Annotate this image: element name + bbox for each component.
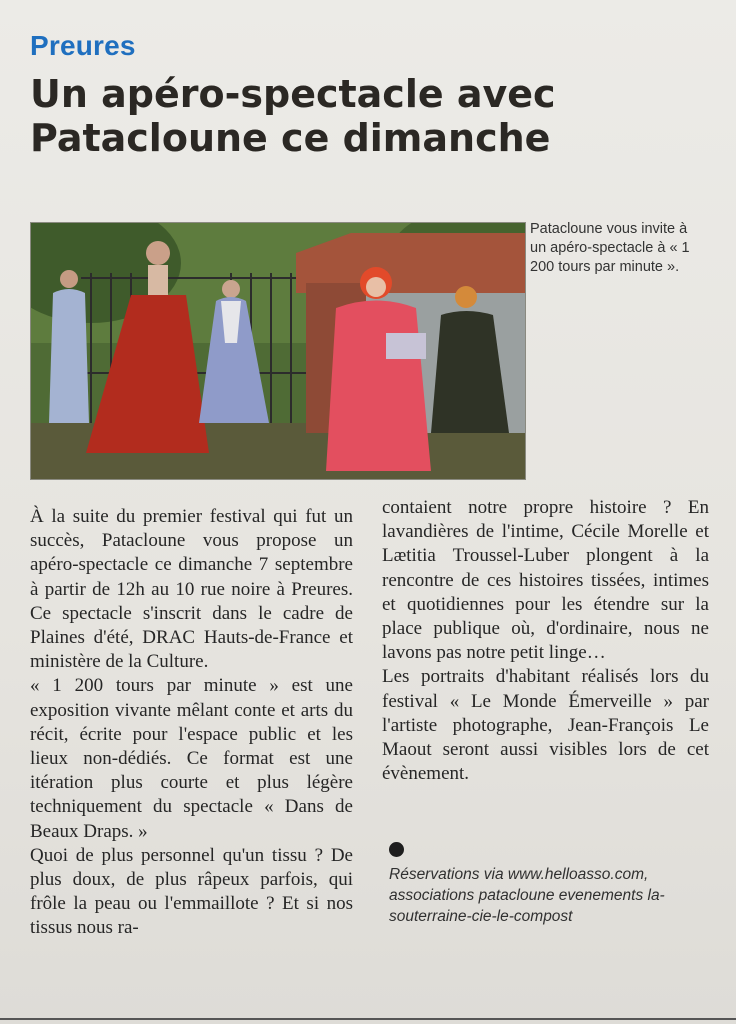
paragraph: Les portraits d'habitant réalisés lors du festival « Le Monde Émerveille » par l'artiste photographe, Jean-François Le Maout seront aussi visibles lors de cet évènement. xyxy=(382,666,709,785)
section-kicker: Preures xyxy=(30,30,136,61)
article-column-left xyxy=(30,505,353,941)
photo-caption: Patacloune vous invite à un apéro-spectacle à « 1 200 tours par minute ». xyxy=(530,221,690,275)
paragraph: contaient notre propre histoire ? En lavandières de l'intime, Cécile Morelle et Lætitia Troussel-Luber plongent à la rencontre de ces histoires tissées, intimes et quotidiennes pour les étendre sur la place publique où, d'ordinaire, nous ne lavons pas notre petit linge… xyxy=(382,497,709,664)
reservation-info: Réservations via www.helloasso.com, associations patacloune evenements la-souterraine-cie-le-compost xyxy=(389,866,665,925)
paragraph: À la suite du premier festival qui fut un succès, Patacloune vous propose un apéro-spectacle ce dimanche 7 septembre à partir de 12h au 10 rue noire à Preures. Ce spectacle s'inscrit dans le cadre de Plaines d'été, DRAC Hauts-de-France et ministère de la Culture. xyxy=(30,506,353,673)
paragraph: Quoi de plus personnel qu'un tissu ? De plus doux, de plus râpeux parfois, qui frôle la peau ou l'emmaillote ? Et si nos tissus nous ra- xyxy=(30,844,353,939)
bullet-icon xyxy=(389,842,404,857)
article-photo xyxy=(30,222,526,480)
article-headline: Un apéro-spectacle avec Patacloune ce dimanche xyxy=(30,72,556,160)
paragraph: « 1 200 tours par minute » est une exposition vivante mêlant conte et arts du récit, écrite pour l'espace public et les lieux non-dédiés. Ce format est une itération plus courte et plus légère techniquement du spectacle « Dans de Beaux Draps. » xyxy=(30,675,353,842)
article-column-right xyxy=(382,496,709,786)
bottom-rule xyxy=(0,1018,736,1020)
